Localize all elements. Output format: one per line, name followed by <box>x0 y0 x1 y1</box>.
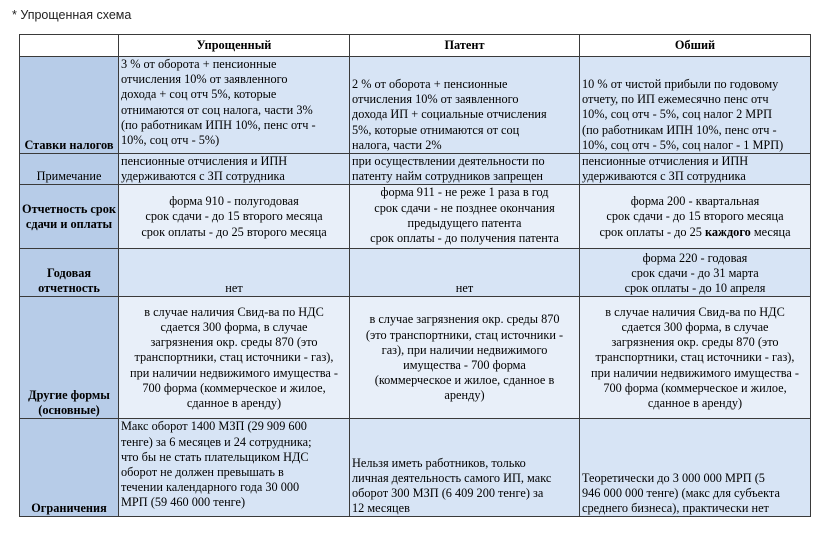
cell-line: (это транспортники, стац источники - <box>365 327 564 342</box>
header-row <box>20 35 811 57</box>
cell-line: газ), при наличии недвижимого <box>381 342 548 357</box>
note-simplified <box>119 154 350 185</box>
annual-simplified: нет <box>119 249 350 297</box>
cell-line: пенсионные отчисления и ИПН <box>121 154 288 168</box>
cell-line: (по работникам ИПН 10%, пенс отч - <box>121 117 316 132</box>
row-other-forms <box>20 297 811 419</box>
row-annual <box>20 249 811 297</box>
cell-line: личная деятельность самого ИП, макс <box>352 470 552 485</box>
cell-line: предыдущего патента <box>407 215 522 230</box>
cell-line: сдается 300 форма, в случае <box>621 319 769 334</box>
reporting-general <box>580 185 811 249</box>
cell-line: 5%, которые отнимаются от соц <box>352 122 520 137</box>
cell-line: срок оплаты - до получения патента <box>370 231 559 246</box>
rates-patent <box>350 57 580 154</box>
cell-line: удерживаются с ЗП сотрудника <box>582 169 746 184</box>
limits-patent <box>350 419 580 517</box>
cell-line: форма 910 - полугодовая <box>169 194 299 209</box>
cell-line: в случае наличия Свид-ва по НДС <box>144 304 324 319</box>
cell-line: патенту найм сотрудников запрещен <box>352 169 544 184</box>
header-general: Обший <box>580 35 811 57</box>
cell-line: отчету, по ИП ежемесячно пенс отч <box>582 92 769 107</box>
cell-line: 2 % от оборота + пенсионные <box>352 76 508 91</box>
row-label-reporting: Отчетность срок сдачи и оплаты <box>20 185 119 249</box>
note-patent <box>350 154 580 185</box>
limits-general <box>580 419 811 517</box>
cell-line: срок сдачи - до 15 второго месяца <box>606 209 784 224</box>
cell-line: 10 % от чистой прибыли по годовому <box>582 76 779 91</box>
cell-line: форма 911 - не реже 1 раза в год <box>380 185 549 200</box>
cell-line: срок сдачи - до 15 второго месяца <box>145 209 323 224</box>
note-general <box>580 154 811 185</box>
cell-line: сданное в аренду) <box>186 395 282 410</box>
header-simplified: Упрощенный <box>119 35 350 57</box>
header-patent: Патент <box>350 35 580 57</box>
scheme-note: * Упрощенная схема <box>12 8 132 22</box>
cell-line: срок оплаты - до 10 апреля <box>624 281 766 296</box>
reporting-simplified <box>119 185 350 249</box>
text-part: срок оплаты - до 25 <box>599 224 705 239</box>
row-label-annual: Годовая отчетность <box>20 249 119 297</box>
cell-line: при наличии недвижимого имущества - <box>129 365 338 380</box>
other-simplified <box>119 297 350 419</box>
rates-general <box>580 57 811 154</box>
row-limits <box>20 419 811 517</box>
row-label-limits: Ограничения <box>20 419 119 517</box>
cell-line <box>582 225 808 240</box>
text-emphasis: каждого <box>705 224 751 239</box>
limits-simplified <box>119 419 350 517</box>
row-rates <box>20 57 811 154</box>
cell-line: что бы не стать плательщиком НДС <box>121 449 309 464</box>
cell-line: форма 220 - годовая <box>642 250 748 265</box>
rates-simplified <box>119 57 350 154</box>
cell-line: Теоретически до 3 000 000 МРП (5 <box>582 470 765 485</box>
cell-line: Нельзя иметь работников, только <box>352 455 526 470</box>
cell-line: транспортники, стац источники - газ), <box>134 350 334 365</box>
cell-line: в случае загрязнения окр. среды 870 <box>369 312 560 327</box>
cell-line: 700 форма (коммерческое и жилое, <box>142 380 326 395</box>
cell-line: при осуществлении деятельности по <box>352 154 545 168</box>
cell-line: МРП (59 460 000 тенге) <box>121 495 246 510</box>
tax-regimes-table <box>19 34 811 517</box>
cell-line: форма 200 - квартальная <box>630 194 760 209</box>
cell-line: оборот не должен превышать в <box>121 465 284 480</box>
cell-line: 10%, соц отч - 5%, соц налог - 1 МРП) <box>582 137 784 152</box>
cell-line: течении календарного года 30 000 <box>121 480 300 495</box>
cell-line: имущества - 700 форма <box>403 357 526 372</box>
row-reporting <box>20 185 811 249</box>
cell-line: дохода ИП + социальные отчисления <box>352 107 547 122</box>
cell-line: пенсионные отчисления и ИПН <box>582 154 749 168</box>
row-label-rates: Ставки налогов <box>20 57 119 154</box>
reporting-patent <box>350 185 580 249</box>
cell-line: отнимаются от соц налога, части 3% <box>121 102 313 117</box>
cell-line: загрязнения окр. среды 870 (это <box>150 335 318 350</box>
cell-line: сдается 300 форма, в случае <box>160 319 308 334</box>
cell-line: 3 % от оборота + пенсионные <box>121 57 277 71</box>
cell-line: удерживаются с ЗП сотрудника <box>121 169 285 184</box>
cell-line: Макс оборот 1400 МЗП (29 909 600 <box>121 419 307 434</box>
cell-line: 700 форма (коммерческое и жилое, <box>603 380 787 395</box>
cell-line: тенге) за 6 месяцев и 24 сотрудника; <box>121 434 312 449</box>
cell-line: срок оплаты - до 25 второго месяца <box>141 224 327 239</box>
cell-line: отчисления 10% от заявленного <box>121 72 288 87</box>
cell-line: 10%, соц отч - 5%) <box>121 133 220 148</box>
cell-line: (по работникам ИПН 10%, пенс отч - <box>582 122 777 137</box>
cell-line: 12 месяцев <box>352 501 410 516</box>
other-patent <box>350 297 580 419</box>
row-label-note: Примечание <box>20 154 119 185</box>
row-label-other-forms: Другие формы (основные) <box>20 297 119 419</box>
cell-line: среднего бизнеса), практически нет <box>582 501 769 516</box>
cell-line: срок сдачи - не позднее окончания <box>374 200 555 215</box>
cell-line: загрязнения окр. среды 870 (это <box>611 335 779 350</box>
row-note <box>20 154 811 185</box>
cell-line: при наличии недвижимого имущества - <box>590 365 799 380</box>
cell-line: 10%, соц отч - 5%, соц налог 2 МРП <box>582 107 772 122</box>
cell-line: транспортники, стац источники - газ), <box>595 350 795 365</box>
cell-line: 946 000 000 тенге) (макс для субъекта <box>582 486 780 500</box>
cell-line: сданное в аренду) <box>647 395 743 410</box>
header-corner <box>20 35 119 57</box>
cell-line: оборот 300 МЗП (6 409 200 тенге) за <box>352 486 544 500</box>
cell-line: отчисления 10% от заявленного <box>352 92 519 107</box>
annual-general <box>580 249 811 297</box>
text-part: месяца <box>750 224 791 239</box>
cell-line: (коммерческое и жилое, сданное в <box>374 373 555 388</box>
annual-patent: нет <box>350 249 580 297</box>
cell-line: срок сдачи - до 31 марта <box>631 266 759 280</box>
cell-line: дохода + соц отч 5%, которые <box>121 87 277 102</box>
cell-line: аренду) <box>444 388 485 403</box>
cell-line: налога, части 2% <box>352 137 442 152</box>
cell-line: в случае наличия Свид-ва по НДС <box>605 304 785 319</box>
other-general <box>580 297 811 419</box>
